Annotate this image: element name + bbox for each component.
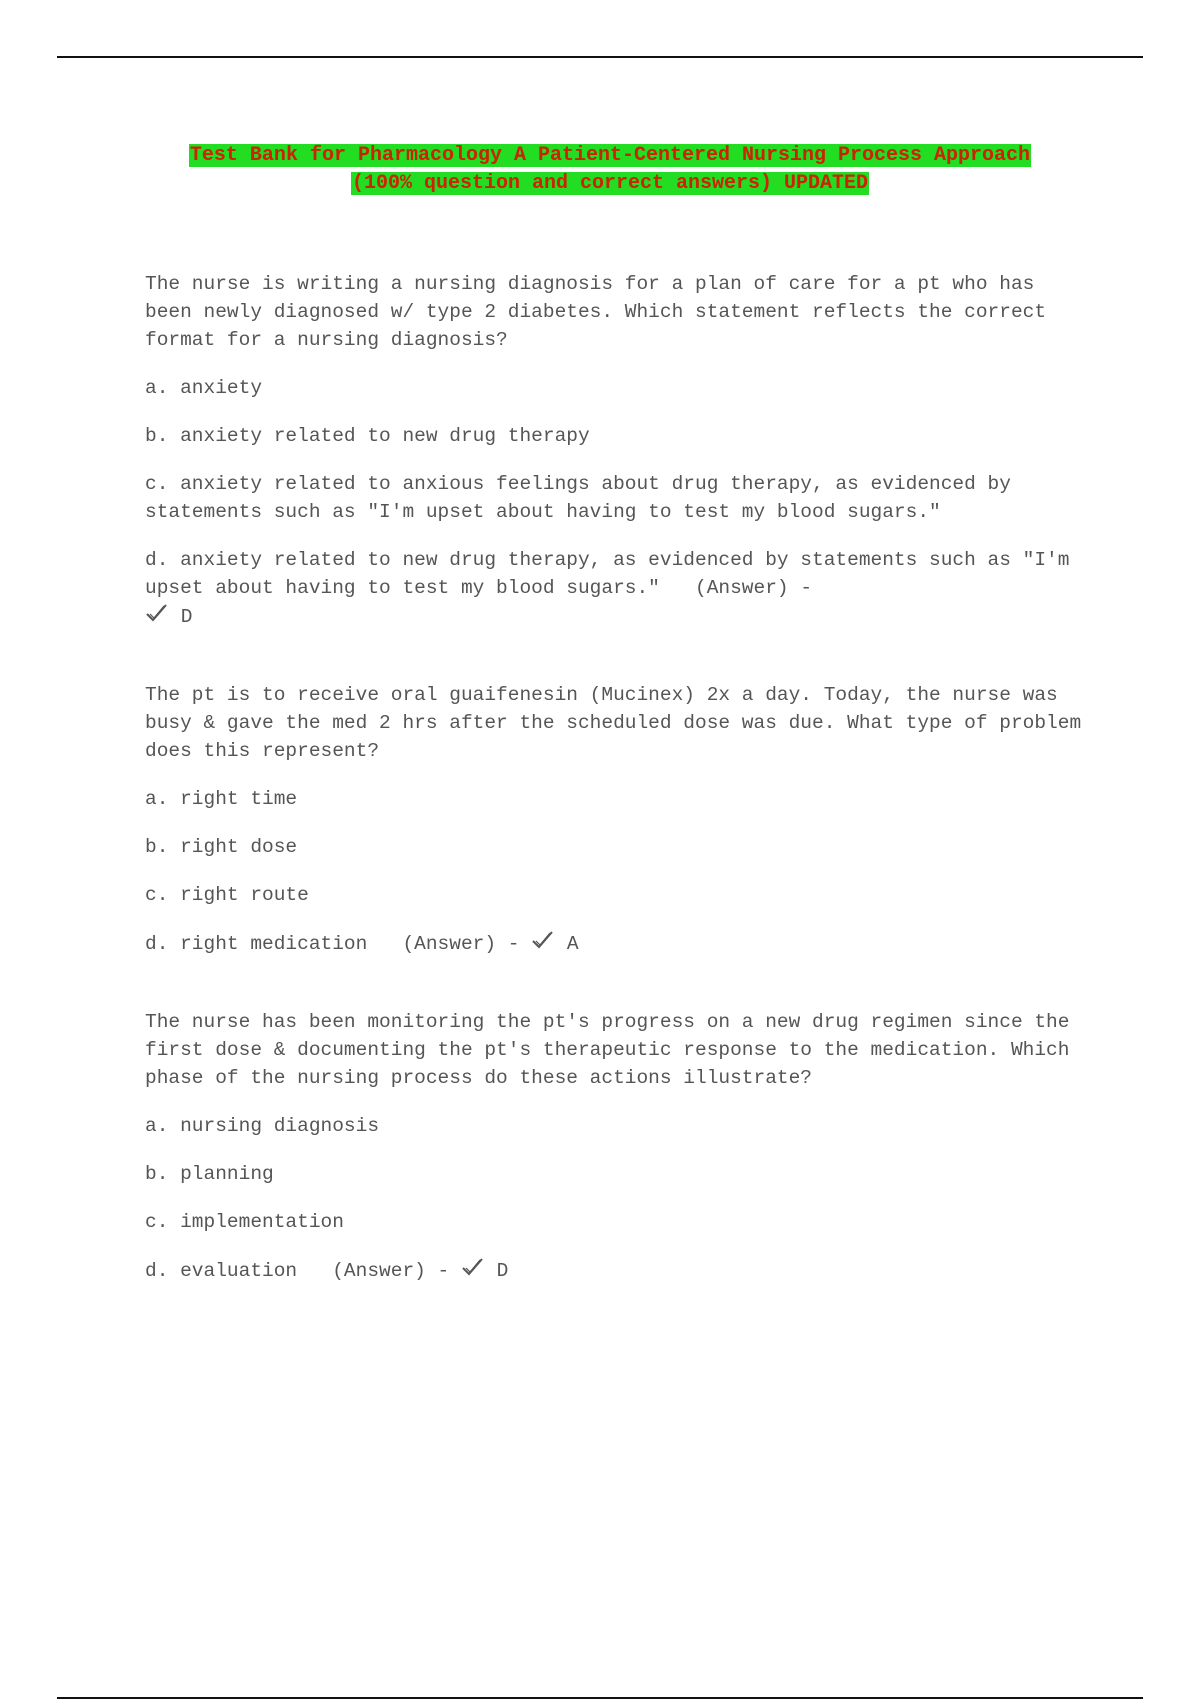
check-icon [145,602,169,624]
question-stem: The pt is to receive oral guaifenesin (Mucinex) 2x a day. Today, the nurse was busy & gave the med 2 hrs after the scheduled dose was due. What type of problem does this represent? [145,684,1093,762]
answer-value: D [496,1260,509,1282]
title-line-2: (100% question and correct answers) UPDATED [351,172,869,195]
question-3 [145,1008,1085,1285]
question-2 [145,681,1093,958]
question-1 [145,270,1085,631]
question-stem: The nurse is writing a nursing diagnosis for a plan of care for a pt who has been newly diagnosed w/ type 2 diabetes. Which statement reflects the correct format for a nursing diagnosis? [145,273,1058,351]
option-b: b. planning [145,1163,274,1185]
question-stem: The nurse has been monitoring the pt's progress on a new drug regimen since the first dose & documenting the pt's therapeutic response to the medication. Which phase of the nursing process do these actions illustrate? [145,1011,1082,1089]
answer-label: (Answer) - [695,577,813,599]
title-line-1: Test Bank for Pharmacology A Patient-Centered Nursing Process Approach [189,144,1031,167]
option-d: d. right medication [145,933,368,955]
option-c: c. right route [145,884,309,906]
check-icon [461,1256,485,1278]
option-a: a. right time [145,788,298,810]
option-a: a. anxiety [145,377,263,399]
option-d-with-answer [145,929,1085,958]
option-c: c. anxiety related to anxious feelings about drug therapy, as evidenced by statements such as "I'm upset about having to test my blood sugars." [145,473,1023,523]
document-title [130,142,1090,198]
option-d-with-answer [145,1256,1085,1285]
answer-label: (Answer) - [402,933,520,955]
option-d: d. evaluation [145,1260,298,1282]
option-d-with-answer [145,546,1085,631]
option-d: d. anxiety related to new drug therapy, as evidenced by statements such as "I'm upset about having to test my blood sugars." [145,549,1082,599]
answer-value: A [566,933,579,955]
top-rule [57,56,1143,58]
option-c: c. implementation [145,1211,344,1233]
answer-label: (Answer) - [332,1260,450,1282]
question-list [145,270,1093,1335]
answer-value: D [180,606,193,628]
check-icon [531,929,555,951]
option-b: b. anxiety related to new drug therapy [145,425,590,447]
option-b: b. right dose [145,836,298,858]
option-a: a. nursing diagnosis [145,1115,380,1137]
bottom-rule [57,1697,1143,1699]
